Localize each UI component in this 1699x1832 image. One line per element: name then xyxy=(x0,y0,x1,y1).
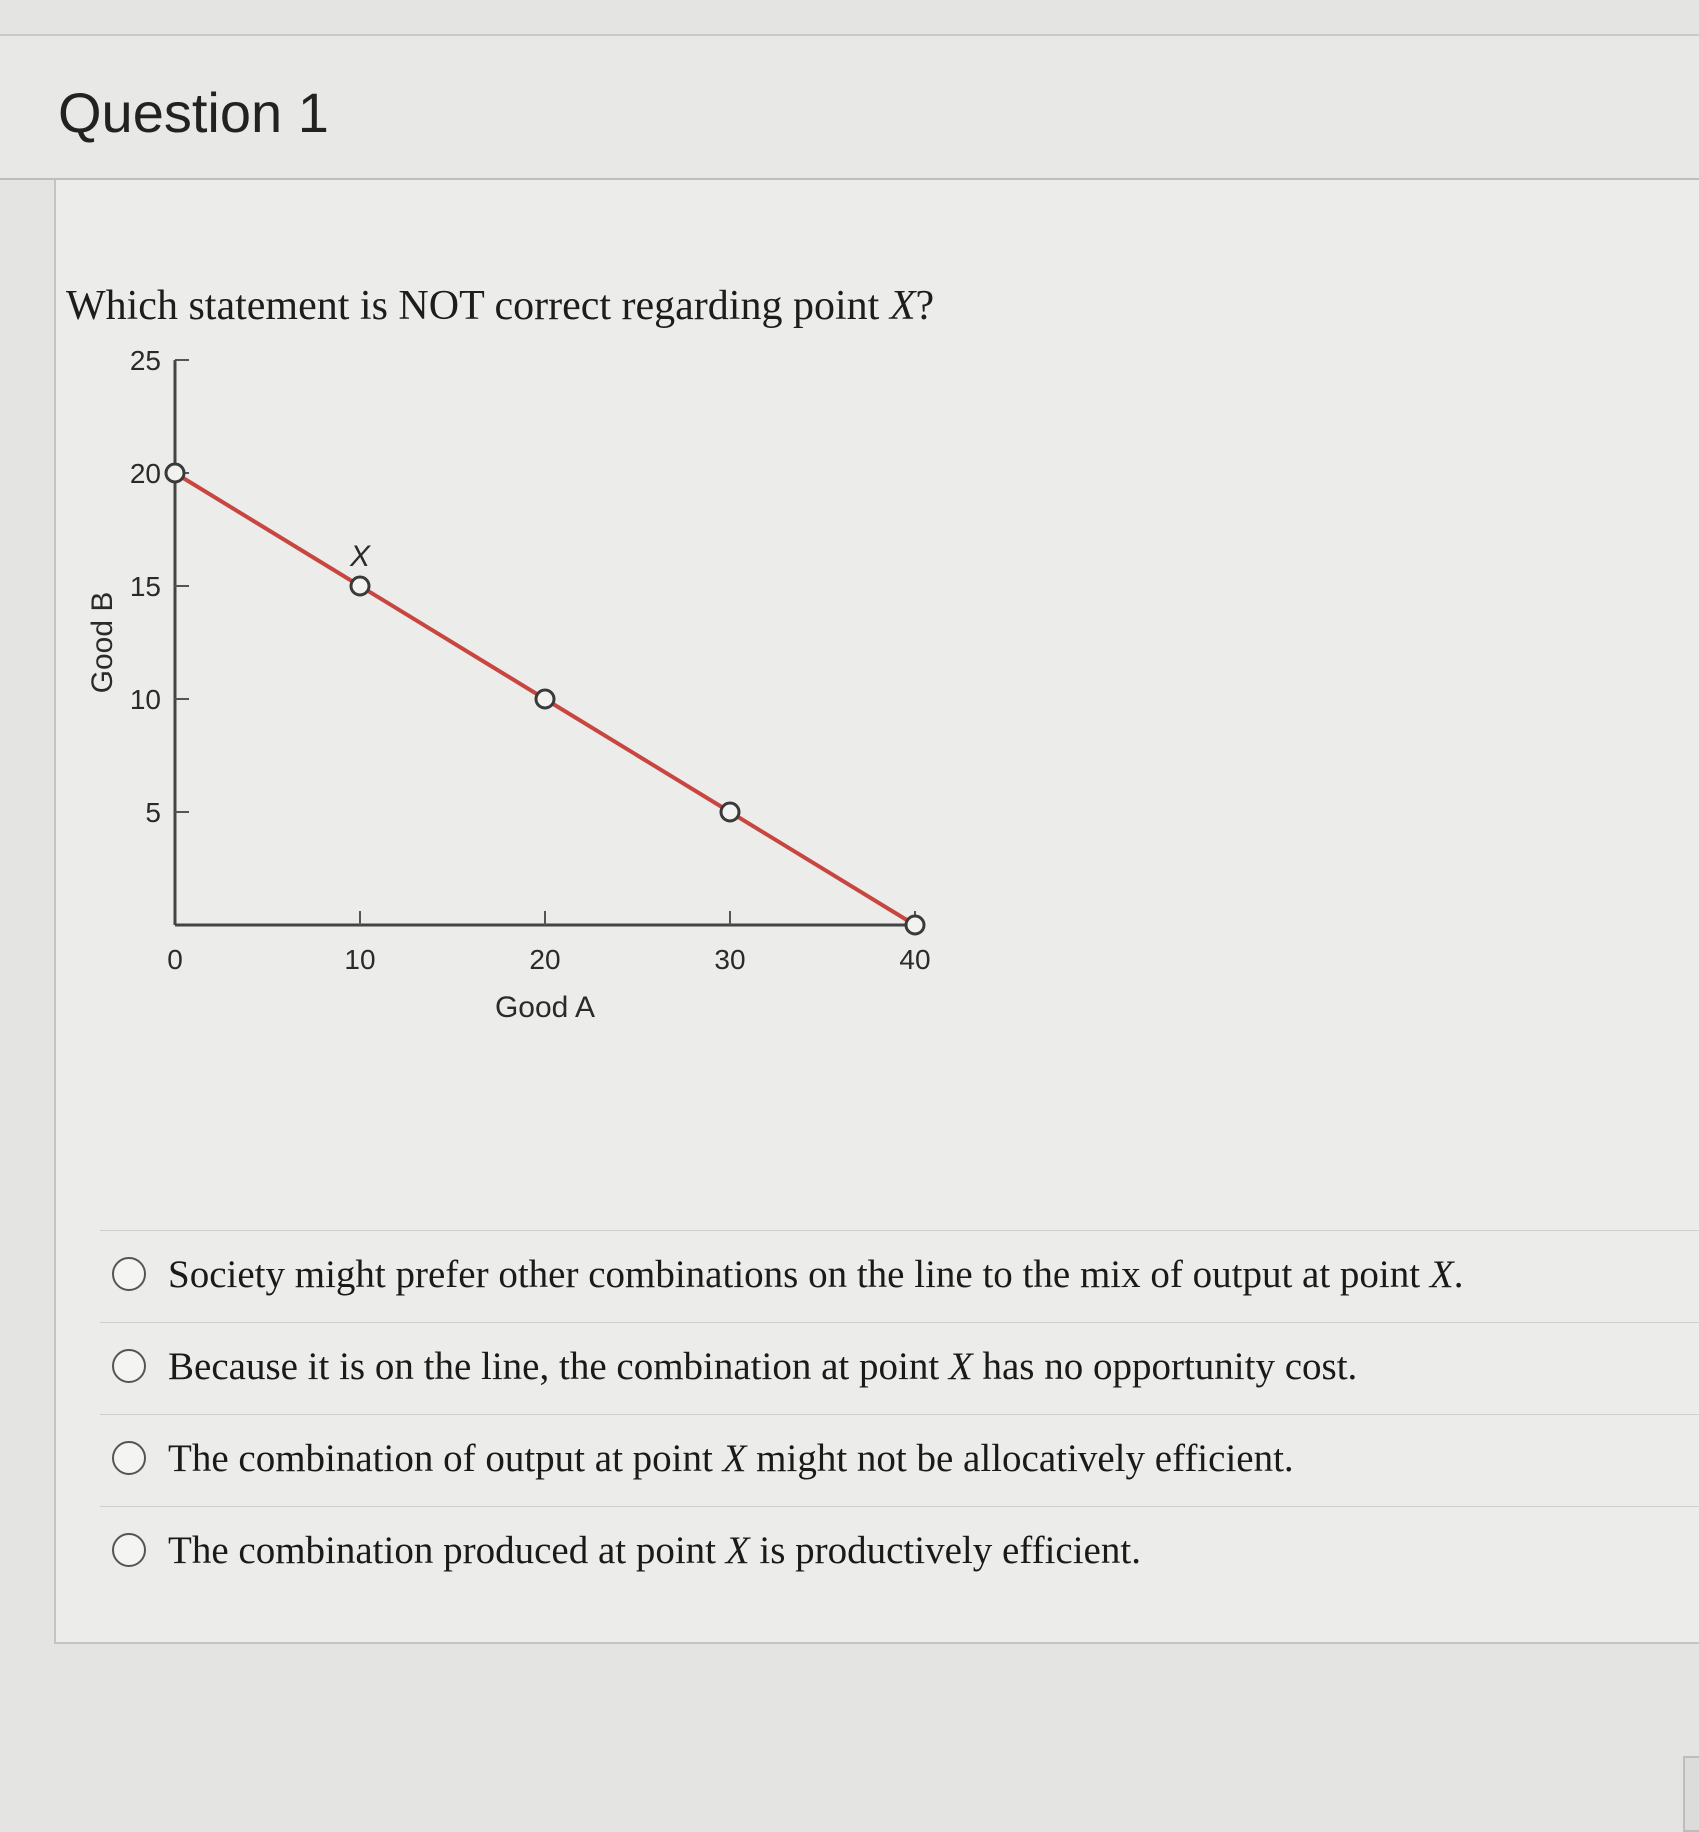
option-2-text-a: Because it is on the line, the combination at point xyxy=(168,1344,949,1388)
y-tick-label: 5 xyxy=(145,797,161,828)
y-tick-label: 15 xyxy=(129,571,161,602)
side-tab xyxy=(1683,1756,1699,1832)
data-point xyxy=(166,464,184,482)
option-1-text-b: . xyxy=(1453,1252,1464,1296)
question-title: Question 1 xyxy=(58,81,329,144)
option-4-text-a: The combination produced at point xyxy=(168,1528,726,1572)
x-tick-label: 30 xyxy=(714,944,746,975)
option-2-radio[interactable] xyxy=(112,1349,146,1383)
option-4-text-b: is productively efficient. xyxy=(749,1528,1141,1572)
y-axis-label: Good B xyxy=(86,591,119,694)
y-tick-label: 25 xyxy=(129,345,161,376)
y-tick-label: 20 xyxy=(129,458,161,489)
option-1-var: X xyxy=(1429,1252,1454,1296)
option-3-text-b: might not be allocatively efficient. xyxy=(746,1436,1294,1480)
option-2-text xyxy=(168,1344,1357,1389)
option-2-var: X xyxy=(948,1344,973,1388)
question-prompt xyxy=(66,282,934,330)
option-divider xyxy=(100,1414,1699,1415)
option-1[interactable] xyxy=(112,1244,1463,1304)
y-tick-label: 10 xyxy=(129,684,161,715)
option-divider xyxy=(100,1230,1699,1231)
option-1-text xyxy=(168,1252,1463,1297)
ppf-chart xyxy=(60,330,1000,1170)
option-3-text xyxy=(168,1436,1294,1481)
option-3[interactable] xyxy=(112,1428,1294,1488)
option-2[interactable] xyxy=(112,1336,1357,1396)
option-4-text xyxy=(168,1528,1141,1573)
x-tick-label: 0 xyxy=(167,944,183,975)
x-tick-label: 10 xyxy=(344,944,376,975)
option-4[interactable] xyxy=(112,1520,1141,1580)
x-tick-label: 20 xyxy=(529,944,561,975)
data-point xyxy=(721,803,739,821)
option-4-radio[interactable] xyxy=(112,1533,146,1567)
option-1-radio[interactable] xyxy=(112,1257,146,1291)
prompt-text: Which statement is NOT correct regarding point xyxy=(66,283,890,329)
option-2-text-b: has no opportunity cost. xyxy=(972,1344,1358,1388)
option-4-var: X xyxy=(725,1528,750,1572)
point-label: X xyxy=(349,540,371,573)
option-3-radio[interactable] xyxy=(112,1441,146,1475)
option-1-text-a: Society might prefer other combinations on the line to the mix of output at point xyxy=(168,1252,1430,1296)
option-divider xyxy=(100,1322,1699,1323)
option-divider xyxy=(100,1506,1699,1507)
prompt-variable: X xyxy=(889,283,916,329)
ppf-chart-svg xyxy=(60,330,1000,1170)
data-point xyxy=(351,577,369,595)
x-axis-label: Good A xyxy=(494,991,596,1024)
option-3-var: X xyxy=(722,1436,747,1480)
x-tick-label: 40 xyxy=(899,944,931,975)
data-point xyxy=(536,690,554,708)
prompt-end: ? xyxy=(915,283,935,329)
option-3-text-a: The combination of output at point xyxy=(168,1436,723,1480)
data-point xyxy=(906,916,924,934)
